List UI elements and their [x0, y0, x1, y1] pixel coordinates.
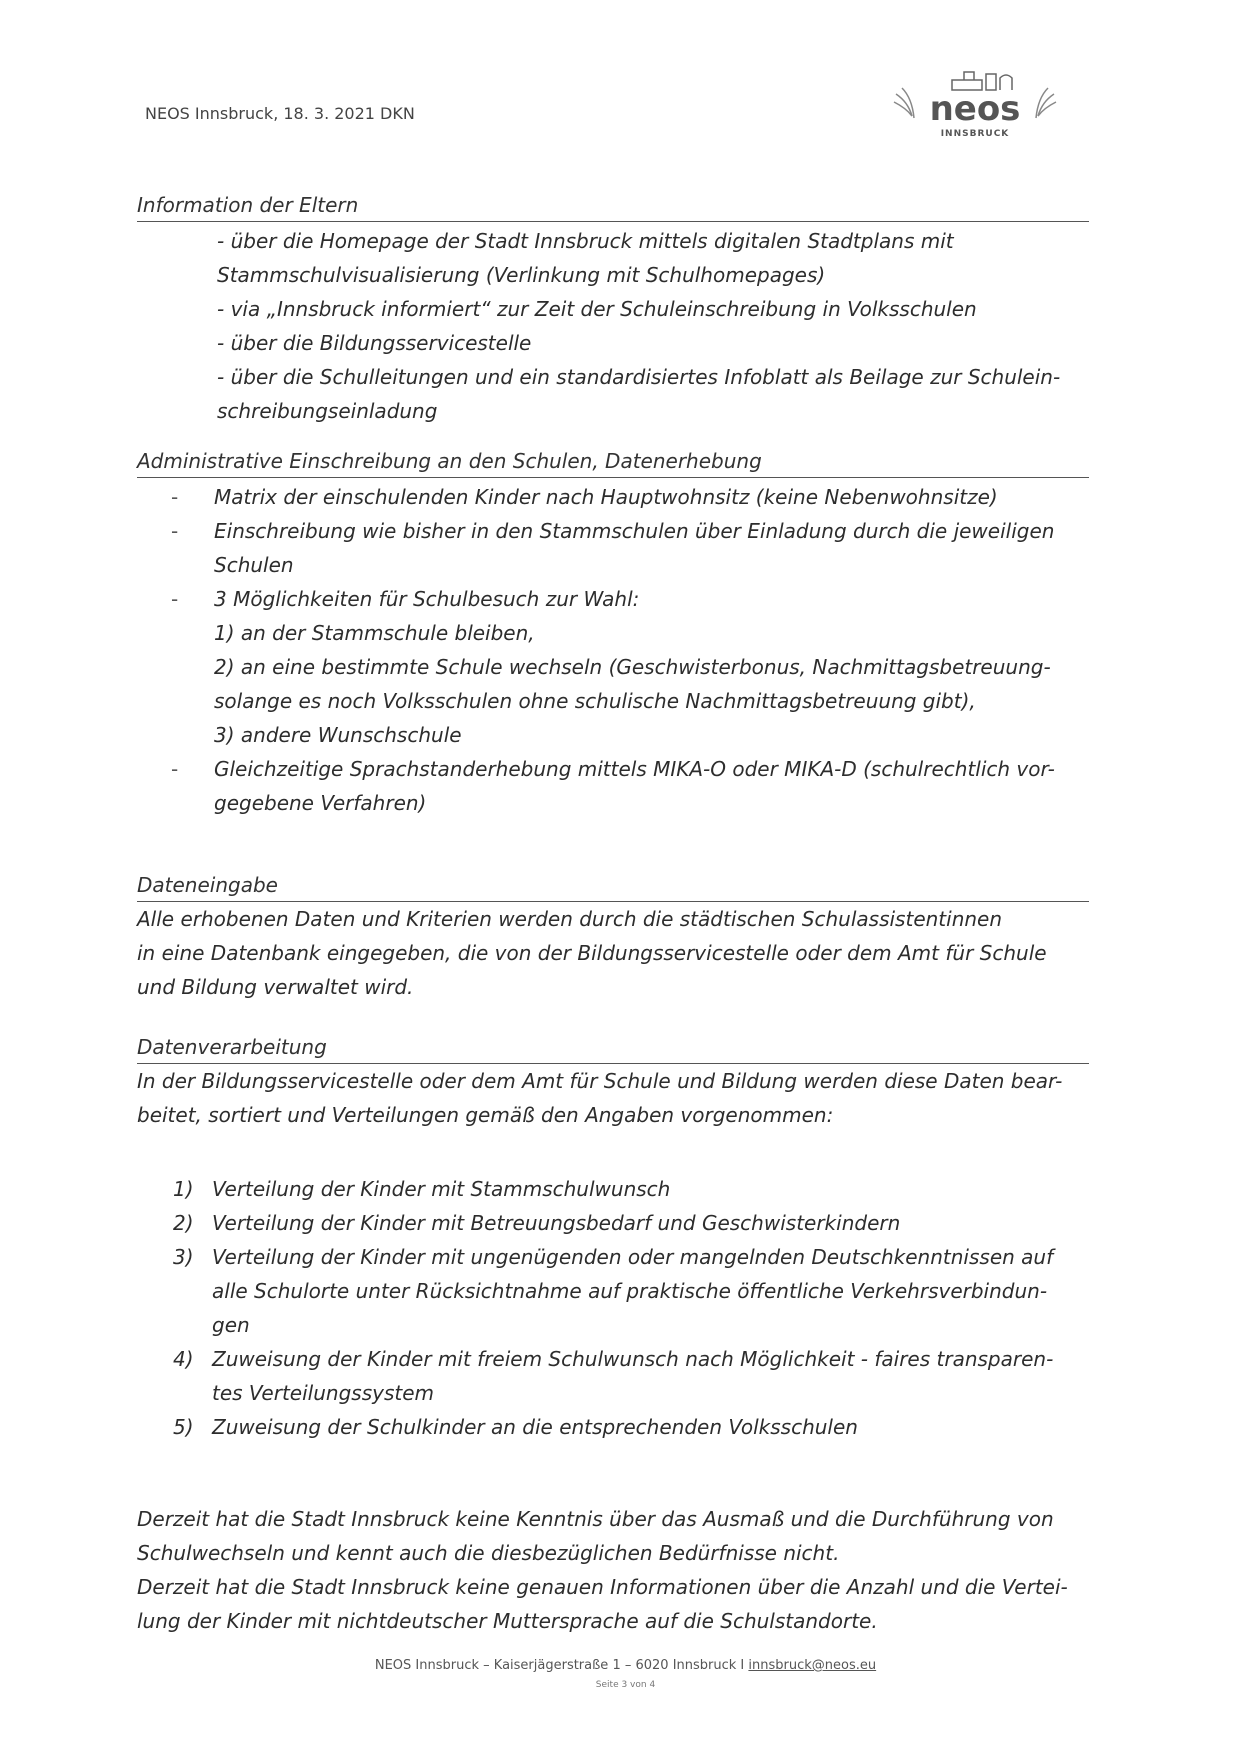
processing-step [137, 1342, 1089, 1410]
step-line: gen [212, 1313, 250, 1337]
section-input-title: Dateneingabe [137, 872, 1089, 902]
admin-line: Schulen [214, 553, 294, 577]
neos-logo [890, 58, 1060, 143]
footer-page-number: Seite 3 von 4 [595, 1680, 656, 1690]
admin-line: 2) an eine bestimmte Schule wechseln (Geschwisterbonus, Nachmittagsbetreuung- [214, 655, 1051, 679]
info-line: Stammschulvisualisierung (Verlinkung mit Schulhomepages) [217, 263, 826, 287]
admin-line: - Einschreibung wie bisher in den Stammschulen über Einladung durch die jeweiligen [214, 519, 1055, 543]
processing-step [137, 1410, 1089, 1444]
input-line: in eine Datenbank eingegeben, die von der Bildungsservicestelle oder dem Amt für Schule [137, 941, 1047, 965]
info-line: - über die Bildungsservicestelle [217, 331, 532, 355]
step-line: tes Verteilungssystem [212, 1381, 434, 1405]
admin-list-item [137, 752, 1089, 820]
section-admin [137, 448, 1089, 820]
admin-line: - 3 Möglichkeiten für Schulbesuch zur Wahl: [214, 587, 640, 611]
admin-list-item [137, 480, 1089, 514]
admin-list-item [137, 582, 1089, 752]
admin-line: solange es noch Volksschulen ohne schulische Nachmittagsbetreuung gibt), [214, 689, 976, 713]
admin-line: 1) an der Stammschule bleiben, [214, 621, 535, 645]
step-line: Verteilung der Kinder mit ungenügenden oder mangelnden Deutschkenntnissen auf [212, 1245, 1054, 1269]
admin-line: - Gleichzeitige Sprachstanderhebung mittels MIKA-O oder MIKA-D (schulrechtlich vor- [214, 757, 1055, 781]
step-line: Zuweisung der Kinder mit freiem Schulwunsch nach Möglichkeit - faires transparen- [212, 1347, 1054, 1371]
section-admin-title: Administrative Einschreibung an den Schulen, Datenerhebung [137, 448, 1089, 478]
neos-logo-graphic [890, 58, 1060, 143]
step-number: 5) [173, 1415, 194, 1439]
info-line: - via „Innsbruck informiert“ zur Zeit der Schuleinschreibung in Volksschulen [217, 297, 977, 321]
step-number: 2) [173, 1211, 194, 1235]
processing-step [137, 1172, 1089, 1206]
closing-line: Derzeit hat die Stadt Innsbruck keine Kenntnis über das Ausmaß und die Durchführung von [137, 1507, 1054, 1531]
step-number: 4) [173, 1347, 194, 1371]
section-info-title: Information der Eltern [137, 192, 1089, 222]
footer [0, 1658, 1251, 1673]
info-list [217, 224, 1089, 428]
section-input [137, 872, 1089, 1004]
svg-text:neos: neos [929, 89, 1021, 129]
step-line: Verteilung der Kinder mit Stammschulwunsch [212, 1177, 671, 1201]
admin-line: 3) andere Wunschschule [214, 723, 462, 747]
processing-step [137, 1240, 1089, 1342]
footer-email-link[interactable]: innsbruck@neos.eu [748, 1658, 877, 1673]
step-number: 3) [173, 1245, 194, 1269]
section-info [137, 192, 1089, 428]
step-line: Verteilung der Kinder mit Betreuungsbedarf und Geschwisterkindern [212, 1211, 901, 1235]
processing-step [137, 1206, 1089, 1240]
admin-list [137, 480, 1089, 820]
info-line: schreibungseinladung [217, 399, 438, 423]
info-line: - über die Schulleitungen und ein standardisiertes Infoblatt als Beilage zur Schulein- [217, 365, 1061, 389]
step-line: alle Schulorte unter Rücksichtnahme auf praktische öffentliche Verkehrsverbindun- [212, 1279, 1048, 1303]
closing-line: lung der Kinder mit nichtdeutscher Muttersprache auf die Schulstandorte. [137, 1609, 878, 1633]
processing-line: In der Bildungsservicestelle oder dem Amt für Schule und Bildung werden diese Daten bear- [137, 1069, 1063, 1093]
admin-list-item [137, 514, 1089, 582]
processing-line: beitet, sortiert und Verteilungen gemäß den Angaben vorgenommen: [137, 1103, 834, 1127]
admin-line: - Matrix der einschulenden Kinder nach Hauptwohnsitz (keine Nebenwohnsitze) [214, 485, 998, 509]
admin-line: gegebene Verfahren) [214, 791, 427, 815]
processing-steps [137, 1172, 1089, 1444]
section-closing [137, 1502, 1089, 1638]
section-processing [137, 1034, 1089, 1444]
section-processing-title: Datenverarbeitung [137, 1034, 1089, 1064]
closing-line: Schulwechseln und kennt auch die diesbezüglichen Bedürfnisse nicht. [137, 1541, 840, 1565]
step-line: Zuweisung der Schulkinder an die entsprechenden Volksschulen [212, 1415, 858, 1439]
header-date-line: NEOS Innsbruck, 18. 3. 2021 DKN [145, 104, 415, 123]
closing-line: Derzeit hat die Stadt Innsbruck keine genauen Informationen über die Anzahl und die Vertei- [137, 1575, 1068, 1599]
input-line: und Bildung verwaltet wird. [137, 975, 414, 999]
footer-address: NEOS Innsbruck – Kaiserjägerstraße 1 – 6020 Innsbruck I [374, 1658, 745, 1673]
svg-text:INNSBRUCK: INNSBRUCK [940, 129, 1010, 139]
input-line: Alle erhobenen Daten und Kriterien werden durch die städtischen Schulassistentinnen [137, 907, 1003, 931]
info-line: - über die Homepage der Stadt Innsbruck mittels digitalen Stadtplans mit [217, 229, 954, 253]
step-number: 1) [173, 1177, 194, 1201]
